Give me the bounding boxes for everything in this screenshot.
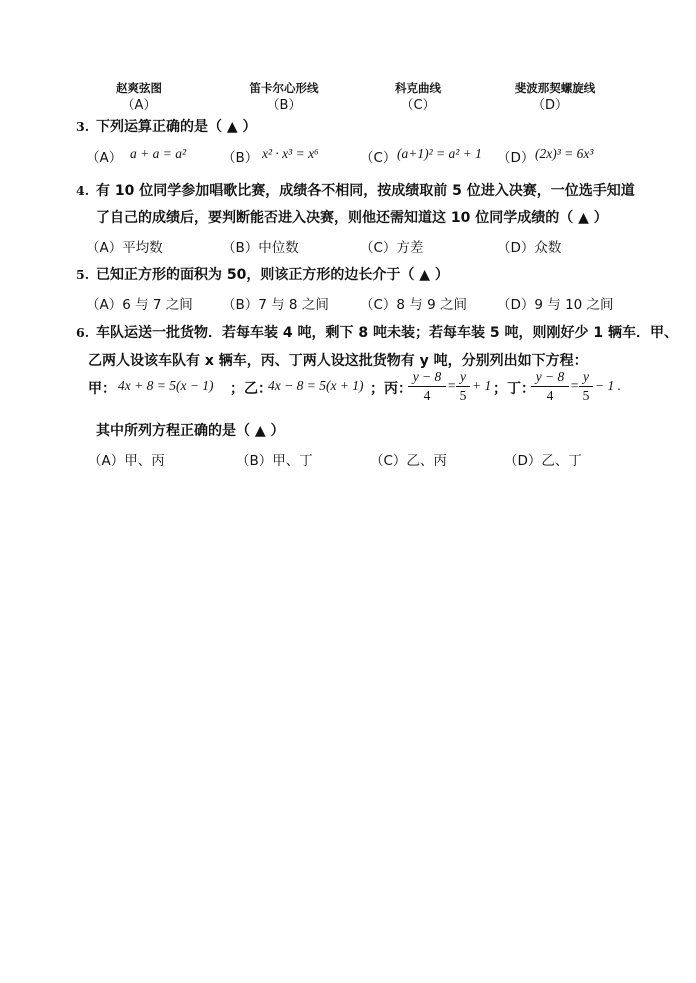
equation-yi-label: ；乙： [230, 381, 272, 397]
figure-caption-d: 斐波那契螺旋线 [514, 81, 596, 95]
question-6-line-4: 其中所列方程正确的是（ ▲ ） [96, 423, 285, 439]
equation-bing-fraction-left [408, 369, 446, 404]
equation-bing-denominator-2: 5 [459, 388, 467, 403]
figure-caption-c: 科克曲线 [395, 81, 441, 95]
question-6-line-2: 乙两人设该车队有 x 辆车，丙、丁两人设这批货物有 y 吨，分别列出如下方程： [88, 353, 588, 369]
figure-caption-b: 笛卡尔心形线 [249, 81, 319, 95]
figure-letter-a: （A） [121, 98, 157, 113]
q4-option-c: （C）方差 [360, 240, 424, 256]
equation-bing-equals: = [447, 378, 457, 393]
equation-ding-denominator: 4 [546, 388, 554, 403]
question-6-number: 6. [76, 325, 90, 340]
equation-jia-label: 甲： [88, 381, 116, 397]
q5-option-b: （B）7 与 8 之间 [222, 297, 329, 313]
equation-bing-tail: + 1 [472, 378, 492, 393]
equation-bing-numerator-2: y [460, 369, 466, 384]
question-3-number: 3. [76, 119, 90, 134]
equation-ding-label: ；丁： [493, 381, 535, 397]
figure-caption-a: 赵爽弦图 [116, 81, 162, 95]
figure-letter-d: （D） [531, 98, 568, 113]
q6-option-a: （A）甲、丙 [88, 453, 165, 469]
q3-option-a-math: a + a = a² [130, 146, 187, 161]
figure-letter-c: （C） [400, 98, 436, 113]
equation-bing-fraction-right [456, 369, 470, 404]
q4-option-b: （B）中位数 [222, 240, 299, 256]
q3-option-b-math: x² · x³ = x⁶ [262, 146, 319, 161]
question-5-number: 5. [76, 267, 90, 282]
equation-yi: 4x − 8 = 5(x + 1) [268, 378, 364, 393]
fraction-bar [456, 386, 470, 387]
equation-ding-numerator: y − 8 [535, 369, 565, 384]
equation-bing-denominator: 4 [423, 388, 431, 403]
equation-ding-denominator-2: 5 [582, 388, 590, 403]
question-6-line-1: 车队运送一批货物．若每车装 4 吨，剩下 8 吨未装；若每车装 5 吨，则刚好少 1 辆车．甲、 [96, 325, 678, 341]
question-4-line-2: 了自己的成绩后，要判断能否进入决赛，则他还需知道这 10 位同学成绩的（ ▲ ） [96, 210, 608, 226]
q5-option-c: （C）8 与 9 之间 [360, 297, 467, 313]
q5-option-a: （A）6 与 7 之间 [86, 297, 193, 313]
question-4-number: 4. [76, 183, 90, 198]
equation-ding-tail: − 1 . [595, 378, 621, 393]
q3-option-c-label: （C） [360, 150, 397, 166]
fraction-bar [408, 386, 446, 387]
q4-option-d: （D）众数 [497, 240, 562, 256]
q6-option-d: （D）乙、丁 [504, 453, 582, 469]
equation-bing-label: ；丙： [370, 381, 412, 397]
fraction-bar [579, 386, 593, 387]
equation-ding-fraction-left [531, 369, 569, 404]
equation-ding-numerator-2: y [583, 369, 589, 384]
q3-option-c-math: (a+1)² = a² + 1 [397, 146, 482, 161]
question-5-text: 已知正方形的面积为 50，则该正方形的边长介于（ ▲ ） [96, 267, 449, 283]
question-3-text: 下列运算正确的是（ ▲ ） [96, 119, 257, 135]
equation-ding-equals: = [570, 378, 580, 393]
q4-option-a: （A）平均数 [86, 240, 163, 256]
figure-letter-b: （B） [266, 98, 302, 113]
equation-bing-numerator: y − 8 [412, 369, 442, 384]
q3-option-b-label: （B） [222, 150, 259, 166]
question-4-line-1: 有 10 位同学参加唱歌比赛，成绩各不相同，按成绩取前 5 位进入决赛，一位选手知道 [96, 183, 635, 199]
equation-ding-fraction-right [579, 369, 593, 404]
q3-option-d-label: （D） [497, 150, 535, 166]
q6-option-b: （B）甲、丁 [236, 453, 313, 469]
q6-option-c: （C）乙、丙 [370, 453, 447, 469]
q3-option-a-label: （A） [86, 150, 123, 166]
q5-option-d: （D）9 与 10 之间 [497, 297, 614, 313]
q3-option-d-math: (2x)³ = 6x³ [535, 146, 594, 161]
equation-jia: 4x + 8 = 5(x − 1) [118, 378, 214, 393]
fraction-bar [531, 386, 569, 387]
